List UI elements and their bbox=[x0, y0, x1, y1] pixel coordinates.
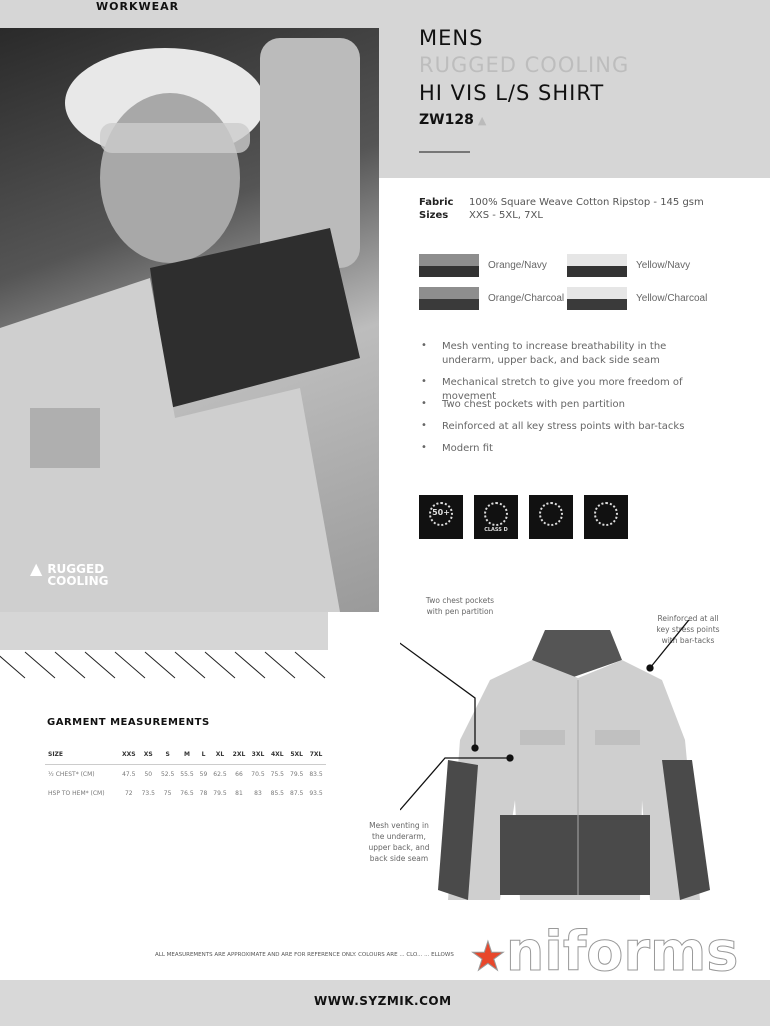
column-header: XXS bbox=[119, 745, 139, 765]
bullet-icon: • bbox=[421, 420, 427, 431]
hatch-line bbox=[0, 652, 25, 678]
column-header: 3XL bbox=[248, 745, 267, 765]
hatch-line bbox=[25, 652, 55, 678]
table-cell: 52.5 bbox=[160, 771, 175, 778]
column-header: S bbox=[158, 745, 177, 765]
product-code bbox=[419, 112, 486, 128]
table-row bbox=[45, 784, 326, 803]
table-cell: 66 bbox=[235, 771, 243, 778]
colour-label: Orange/Charcoal bbox=[488, 293, 565, 304]
stretch-icon bbox=[584, 495, 628, 539]
table-cell: 79.5 bbox=[213, 790, 227, 797]
bullet-icon: • bbox=[421, 340, 427, 351]
watermark-logo: ★niforms bbox=[470, 920, 739, 983]
table-cell: 76.5 bbox=[180, 790, 194, 797]
feature-item bbox=[421, 442, 721, 456]
column-header: 7XL bbox=[306, 745, 325, 765]
table-cell: 79.5 bbox=[290, 771, 304, 778]
title-product: HI VIS L/S SHIRT bbox=[419, 81, 605, 105]
hatch-line bbox=[205, 652, 235, 678]
spec-fabric: Fabric 100% Square Weave Cotton Ripstop - 145 gsm bbox=[419, 197, 704, 208]
title-mens: MENS bbox=[419, 26, 484, 50]
colour-label: Orange/Navy bbox=[488, 260, 547, 271]
column-header: SIZE bbox=[45, 745, 119, 765]
table-cell: 83.5 bbox=[309, 771, 323, 778]
feature-text: Modern fit bbox=[442, 443, 493, 454]
brand-logo: WORKWEAR bbox=[96, 0, 180, 13]
hero-photo bbox=[0, 28, 379, 612]
bullet-icon: • bbox=[421, 398, 427, 409]
grey-band bbox=[0, 612, 328, 650]
table-cell: 62.5 bbox=[213, 771, 227, 778]
feature-text: Mesh venting to increase breathability in the underarm, upper back, and back side seam bbox=[442, 341, 667, 366]
shirt-illustration bbox=[400, 620, 730, 900]
table-cell: 83 bbox=[254, 790, 262, 797]
table-cell: 93.5 bbox=[309, 790, 323, 797]
colour-option bbox=[419, 287, 564, 310]
feature-item bbox=[421, 420, 721, 434]
colour-option bbox=[567, 287, 707, 310]
colour-option bbox=[567, 254, 690, 277]
callout-mesh: Mesh venting in the underarm, upper back, and back side seam bbox=[368, 821, 430, 863]
disclaimer: ALL MEASUREMENTS ARE APPROXIMATE AND ARE FOR REFERENCE ONLY. COLOURS ARE ... CLO... ... ELLOWS bbox=[155, 952, 454, 958]
table-cell: ½ CHEST* (CM) bbox=[48, 771, 95, 778]
measurements-table bbox=[45, 745, 326, 803]
feature-text: Reinforced at all key stress points with bar-tacks bbox=[442, 421, 685, 432]
mountain-icon: ▲ bbox=[30, 559, 43, 578]
table-cell: 73.5 bbox=[141, 790, 155, 797]
hatch-line bbox=[235, 652, 265, 678]
colour-swatch bbox=[419, 254, 479, 277]
hatch-line bbox=[295, 652, 325, 678]
star-icon: ★ bbox=[470, 934, 506, 980]
icon-caption: CLASS D bbox=[484, 527, 508, 533]
badge-line-2: COOLING bbox=[47, 574, 109, 588]
table-cell: 75.5 bbox=[270, 771, 284, 778]
hatch-divider bbox=[0, 650, 330, 682]
icon-caption: 50+ bbox=[432, 508, 450, 517]
measurements-title: GARMENT MEASUREMENTS bbox=[47, 717, 210, 728]
column-header: XS bbox=[139, 745, 158, 765]
hatch-line bbox=[175, 652, 205, 678]
hatch-line bbox=[115, 652, 145, 678]
table-cell: 81 bbox=[235, 790, 243, 797]
title-range: RUGGED COOLING bbox=[419, 53, 630, 77]
table-cell: 75 bbox=[163, 790, 172, 797]
colour-label: Yellow/Charcoal bbox=[636, 293, 708, 304]
worker-illustration bbox=[0, 28, 379, 612]
hatch-line bbox=[145, 652, 175, 678]
spec-sizes: Sizes XXS - 5XL, 7XL bbox=[419, 210, 543, 221]
colour-swatch bbox=[567, 254, 627, 277]
table-cell: 70.5 bbox=[251, 771, 265, 778]
colour-swatch bbox=[419, 287, 479, 310]
upf-50-icon bbox=[419, 495, 463, 539]
class-d-icon bbox=[474, 495, 518, 539]
bullet-icon: • bbox=[421, 376, 427, 387]
feature-text: Two chest pockets with pen partition bbox=[442, 399, 625, 410]
table-cell: 85.5 bbox=[270, 790, 284, 797]
range-logo-icon: ▲ bbox=[477, 114, 487, 127]
column-header: 4XL bbox=[268, 745, 287, 765]
callout-reinforced: Reinforced at all key stress points with bar-tacks bbox=[656, 614, 720, 645]
table-cell: 47.5 bbox=[122, 771, 136, 778]
feature-item bbox=[421, 398, 721, 412]
bullet-icon: • bbox=[421, 442, 427, 453]
mesh-icon bbox=[529, 495, 573, 539]
feature-item bbox=[421, 340, 721, 368]
feature-text: Mechanical stretch to give you more freedom of movement bbox=[442, 377, 683, 402]
hatch-line bbox=[85, 652, 115, 678]
hatch-line bbox=[55, 652, 85, 678]
table-cell: 55.5 bbox=[180, 771, 194, 778]
table-cell: 78 bbox=[199, 790, 208, 797]
column-header: 5XL bbox=[287, 745, 306, 765]
colour-swatch bbox=[567, 287, 627, 310]
product-code-text: ZW128 bbox=[419, 112, 474, 128]
title-rule bbox=[419, 151, 470, 153]
colour-label: Yellow/Navy bbox=[636, 260, 691, 271]
badge-line-1: RUGGED bbox=[47, 562, 105, 576]
rugged-cooling-badge bbox=[30, 559, 109, 588]
hatch-line bbox=[265, 652, 295, 678]
table-row bbox=[45, 765, 326, 785]
table-cell: 87.5 bbox=[290, 790, 304, 797]
column-header: L bbox=[197, 745, 211, 765]
colour-option bbox=[419, 254, 547, 277]
column-header: M bbox=[177, 745, 196, 765]
table-cell: HSP TO HEM* (CM) bbox=[48, 790, 105, 797]
table-cell: 59 bbox=[199, 771, 208, 778]
table-header-row bbox=[45, 745, 326, 765]
column-header: XL bbox=[210, 745, 229, 765]
callout-pockets: Two chest pockets with pen partition bbox=[425, 596, 495, 616]
column-header: 2XL bbox=[230, 745, 249, 765]
table-cell: 50 bbox=[144, 771, 153, 778]
footer-url[interactable]: WWW.SYZMIK.COM bbox=[314, 994, 452, 1008]
table-cell: 72 bbox=[124, 790, 133, 797]
